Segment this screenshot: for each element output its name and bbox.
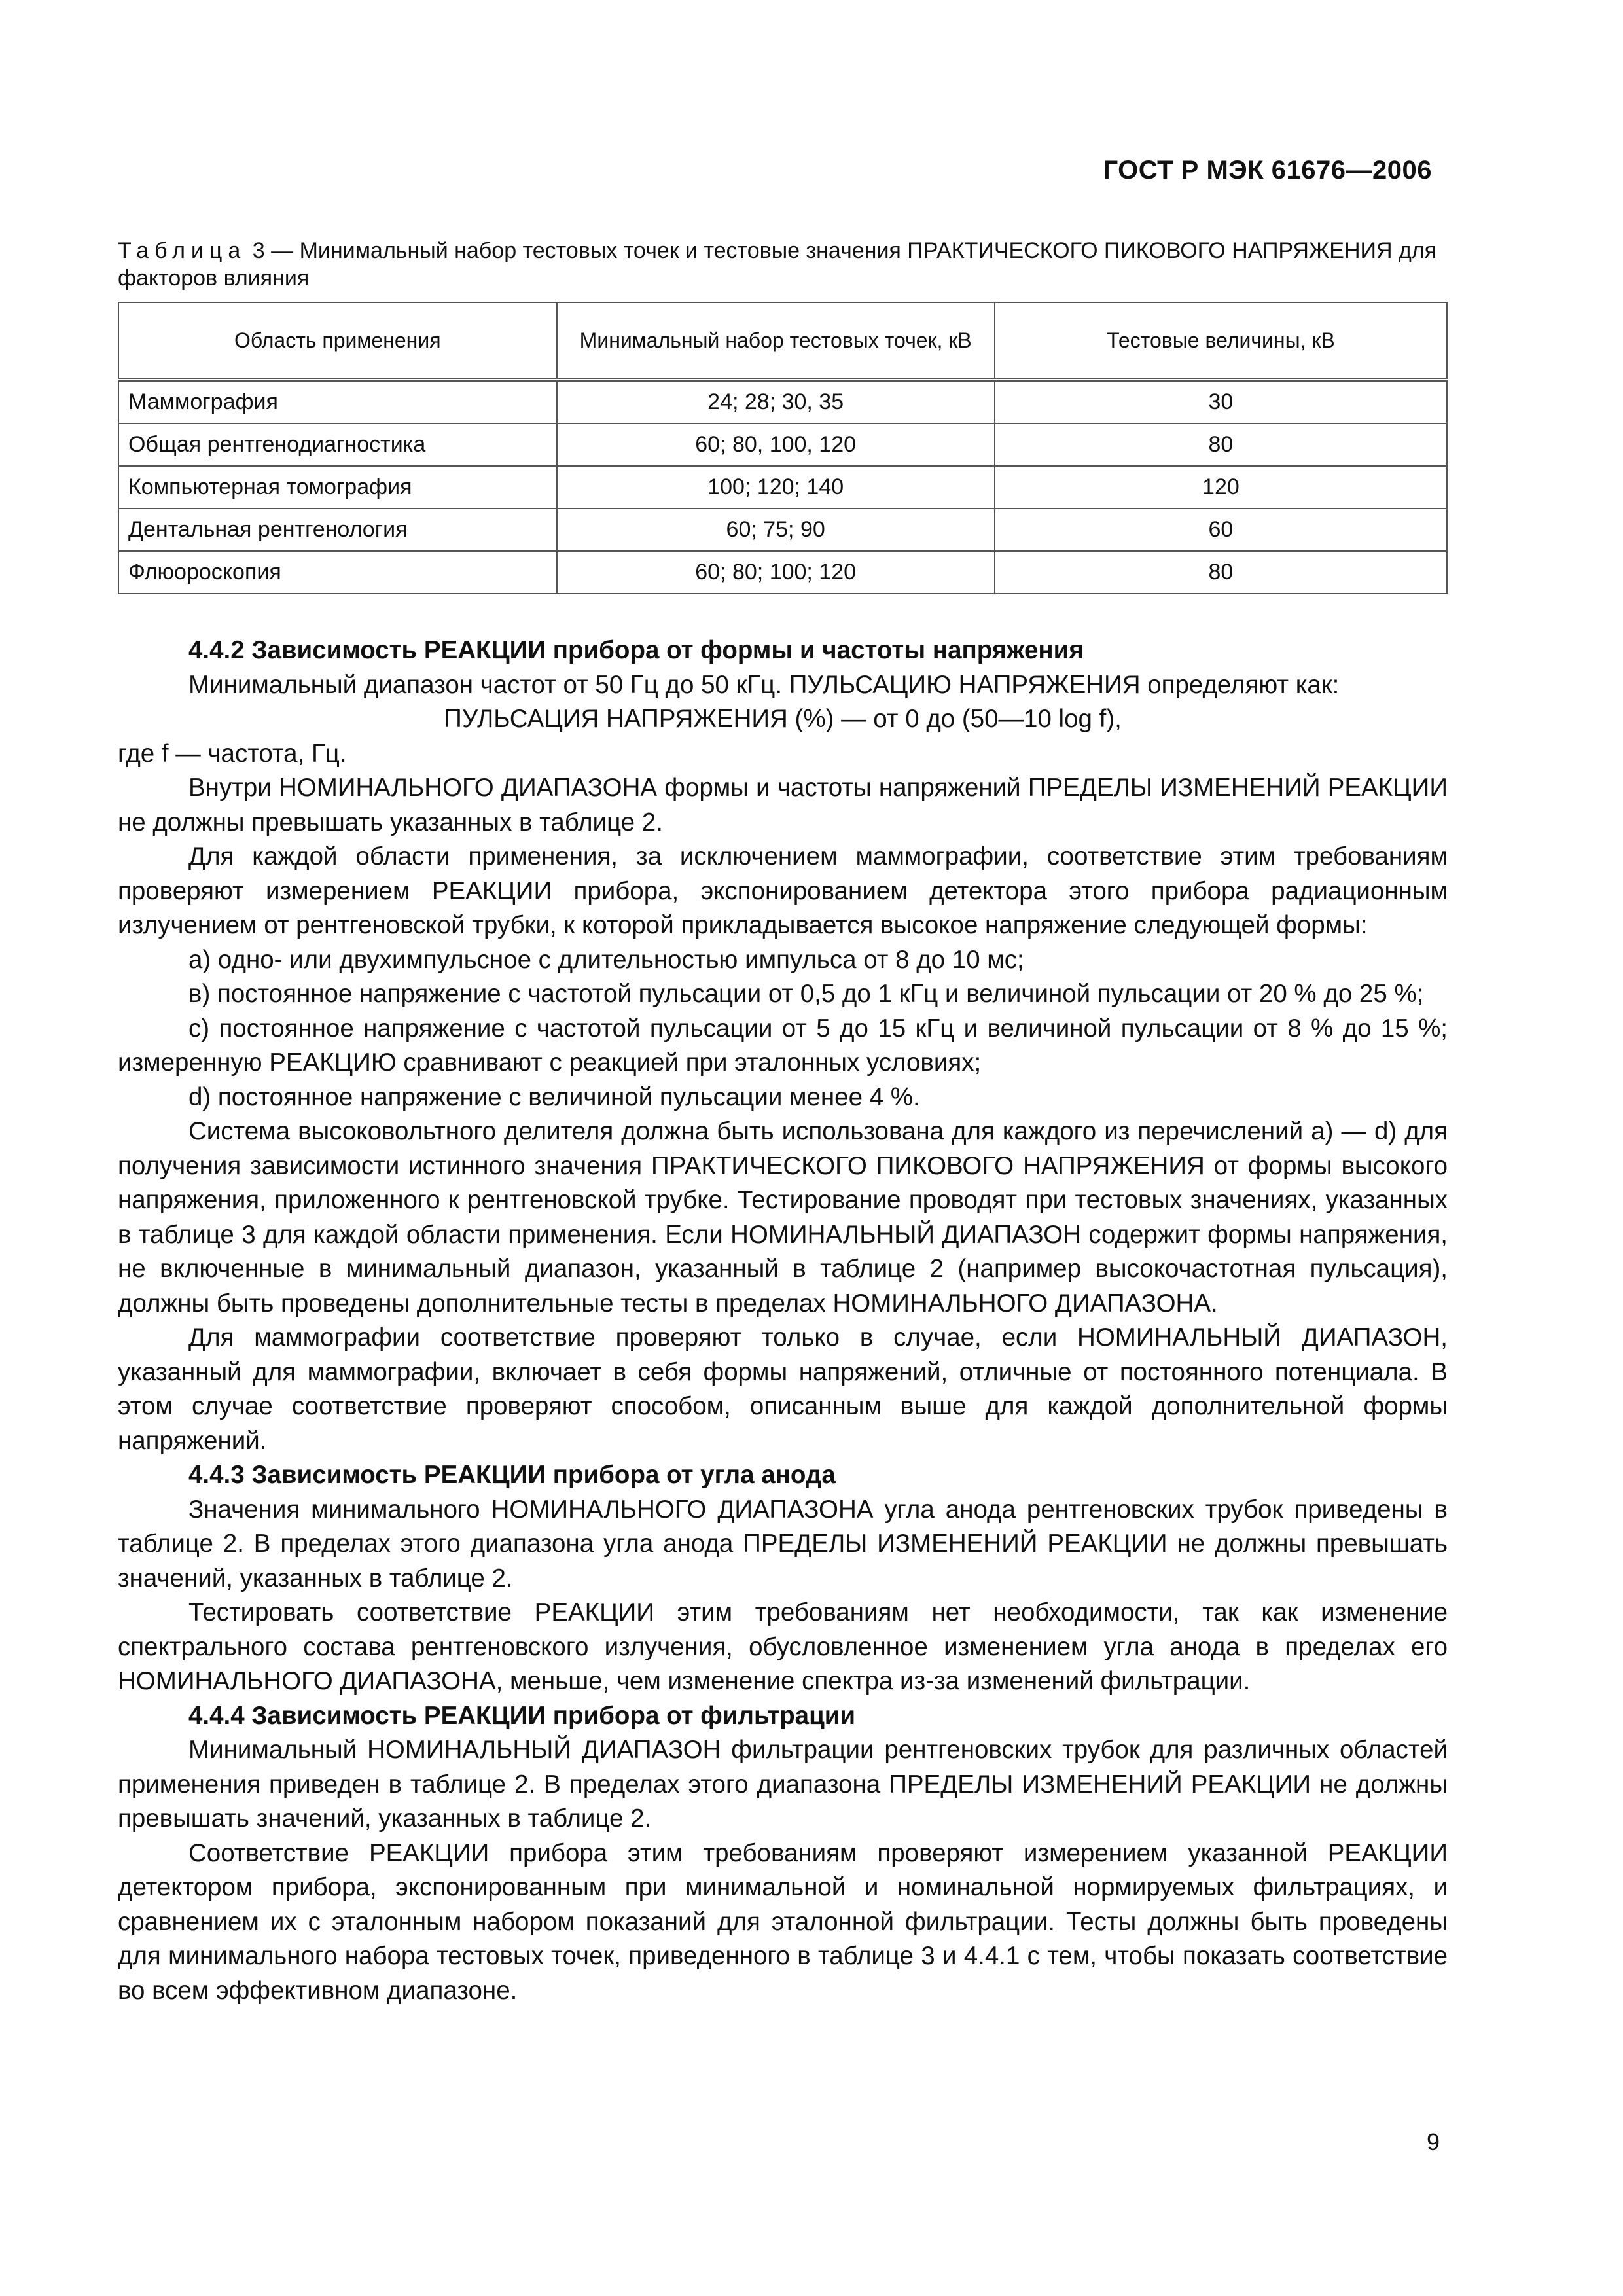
table-cell: 60; 80; 100; 120 — [557, 551, 995, 594]
table-caption-prefix: Таблица — [118, 238, 247, 263]
table-row — [118, 509, 1447, 551]
table-cell: Общая рентгенодиагностика — [118, 423, 557, 466]
table-caption-text: — Минимальный набор тестовых точек и тестовые значения ПРАКТИЧЕСКОГО ПИКОВОГО НАПРЯЖЕНИЯ для факторов влияния — [118, 238, 1437, 291]
section-heading: 4.4.3 Зависимость РЕАКЦИИ прибора от угла анода — [188, 1461, 836, 1489]
test-points-table — [118, 302, 1448, 594]
paragraph: Для каждой области применения, за исключением маммографии, соответствие этим требованиям проверяют измерением РЕАКЦИИ прибора, экспонированием детектора этого прибора радиационным излучением от рентгеновской трубки, к которой прикладывается высокое напряжение следующей формы: — [118, 842, 1448, 939]
document-code: ГОСТ Р МЭК 61676—2006 — [1103, 156, 1432, 185]
list-item: d) постоянное напряжение с величиной пульсации менее 4 %. — [188, 1083, 920, 1111]
section-heading: 4.4.4 Зависимость РЕАКЦИИ прибора от фильтрации — [188, 1701, 856, 1730]
table-row — [118, 466, 1447, 509]
paragraph: Соответствие РЕАКЦИИ прибора этим требованиям проверяют измерением указанной РЕАКЦИИ детектором прибора, экспонированным при минимальной и номинальной нормируемых фильтрациях, и сравнением их с эталонным набором показаний для эталонной фильтрации. Тесты должны быть проведены для минимального набора тестовых точек, приведенного в таблице 3 и 4.4.1 с тем, чтобы показать соответствие во всем эффективном диапазоне. — [118, 1839, 1448, 2005]
column-header: Минимальный набор тестовых точек, кВ — [557, 302, 995, 380]
table-cell: Флюороскопия — [118, 551, 557, 594]
page-number: 9 — [1426, 2128, 1440, 2155]
table-caption-number: 3 — [252, 238, 265, 263]
table-caption — [118, 237, 1453, 292]
list-item: в) постоянное напряжение с частотой пульсации от 0,5 до 1 кГц и величиной пульсации от 20 % до 25 %; — [188, 980, 1424, 1008]
table-cell: Дентальная рентгенология — [118, 509, 557, 551]
table-cell: 80 — [995, 551, 1447, 594]
table-cell: 100; 120; 140 — [557, 466, 995, 509]
paragraph: Внутри НОМИНАЛЬНОГО ДИАПАЗОНА формы и частоты напряжений ПРЕДЕЛЫ ИЗМЕНЕНИЙ РЕАКЦИИ не должны превышать указанных в таблице 2. — [118, 774, 1448, 836]
table-row — [118, 380, 1447, 423]
section-heading: 4.4.2 Зависимость РЕАКЦИИ прибора от формы и частоты напряжения — [188, 636, 1084, 664]
paragraph: Минимальный диапазон частот от 50 Гц до 50 кГц. ПУЛЬСАЦИЮ НАПРЯЖЕНИЯ определяют как: — [188, 670, 1340, 699]
paragraph: Тестировать соответствие РЕАКЦИИ этим требованиям нет необходимости, так как изменение спектрального состава рентгеновского излучения, обусловленное изменением угла анода в пределах его НОМИНАЛЬНОГО ДИАПАЗОНА, меньше, чем изменение спектра из-за изменений фильтрации. — [118, 1598, 1448, 1695]
table-cell: 80 — [995, 423, 1447, 466]
paragraph: Для маммографии соответствие проверяют только в случае, если НОМИНАЛЬНЫЙ ДИАПАЗОН, указанный для маммографии, включает в себя формы напряжений, отличные от постоянного потенциала. В этом случае соответствие проверяют способом, описанным выше для каждой дополнительной формы напряжений. — [118, 1323, 1448, 1455]
formula: ПУЛЬСАЦИЯ НАПРЯЖЕНИЯ (%) — от 0 до (50—10 log f), — [444, 705, 1122, 733]
table-header-row — [118, 302, 1447, 380]
paragraph: где f — частота, Гц. — [118, 739, 347, 768]
table-cell: 24; 28; 30, 35 — [557, 380, 995, 423]
column-header: Область применения — [118, 302, 557, 380]
table-cell: 60 — [995, 509, 1447, 551]
table-cell: 60; 80, 100, 120 — [557, 423, 995, 466]
list-item: a) одно- или двухимпульсное с длительностью импульса от 8 до 10 мс; — [188, 945, 1024, 974]
paragraph: Система высоковольтного делителя должна быть использована для каждого из перечислений а) — d) для получения зависимости истинного значения ПРАКТИЧЕСКОГО ПИКОВОГО НАПРЯЖЕНИЯ от формы высокого напряжения, приложенного к рентгеновской трубке. Тестирование проводят при тестовых значениях, указанных в таблице 3 для каждой области применения. Если НОМИНАЛЬНЫЙ ДИАПАЗОН содержит формы напряжения, не включенные в минимальный диапазон, указанный в таблице 2 (например высокочастотная пульсация), должны быть проведены дополнительные тесты в пределах НОМИНАЛЬНОГО ДИАПАЗОНА. — [118, 1117, 1448, 1318]
column-header: Тестовые величины, кВ — [995, 302, 1447, 380]
table-cell: Маммография — [118, 380, 557, 423]
table-row — [118, 423, 1447, 466]
list-item: c) постоянное напряжение с частотой пульсации от 5 до 15 кГц и величиной пульсации от 8 % до 15 %; измеренную РЕАКЦИЮ сравнивают с реакцией при эталонных условиях; — [118, 1014, 1448, 1077]
table-cell: 30 — [995, 380, 1447, 423]
table-cell: 120 — [995, 466, 1447, 509]
paragraph: Минимальный НОМИНАЛЬНЫЙ ДИАПАЗОН фильтрации рентгеновских трубок для различных областей применения приведен в таблице 2. В пределах этого диапазона ПРЕДЕЛЫ ИЗМЕНЕНИЙ РЕАКЦИИ не должны превышать значений, указанных в таблице 2. — [118, 1736, 1448, 1833]
body-text — [118, 634, 1448, 2008]
table-row — [118, 551, 1447, 594]
table-cell: Компьютерная томография — [118, 466, 557, 509]
table-cell: 60; 75; 90 — [557, 509, 995, 551]
paragraph: Значения минимального НОМИНАЛЬНОГО ДИАПАЗОНА угла анода рентгеновских трубок приведены в таблице 2. В пределах этого диапазона угла анода ПРЕДЕЛЫ ИЗМЕНЕНИЙ РЕАКЦИИ не должны превышать значений, указанных в таблице 2. — [118, 1495, 1448, 1592]
